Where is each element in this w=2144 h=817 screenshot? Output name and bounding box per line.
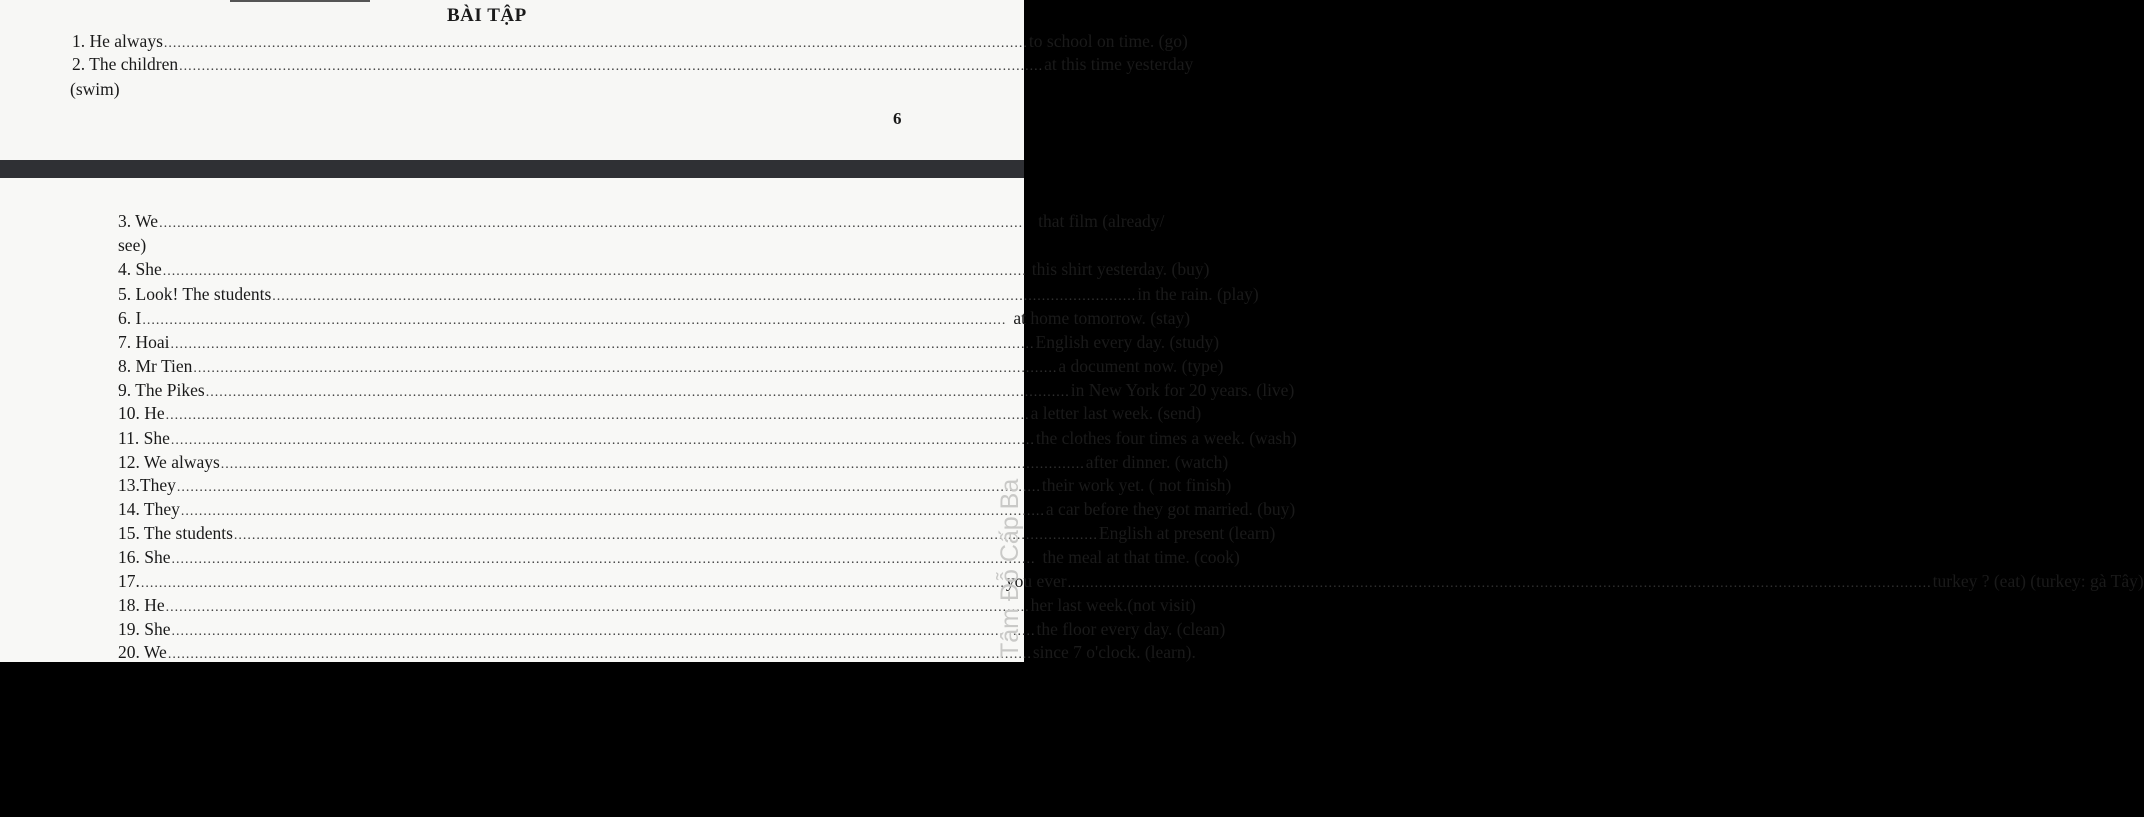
exercise-hint: to school on time. (go)	[1028, 31, 1188, 51]
answer-blank: ................................................................................................................................................................................................	[179, 59, 1044, 74]
exercise-line-12	[118, 451, 1229, 476]
answer-blank: ................................................................................................................................................................................................	[220, 457, 1085, 472]
exercise-prompt: 13.They	[118, 475, 176, 495]
exercise-hint: the clothes four times a week. (wash)	[1035, 428, 1297, 448]
watermark	[992, 418, 1032, 668]
exercise-line-1	[72, 30, 1188, 55]
exercise-hint: since 7 o'clock. (learn).	[1032, 642, 1196, 662]
answer-blank: ................................................................................................................................................................................................	[162, 264, 1027, 279]
exercise-hint: at home tomorrow. (stay)	[1013, 308, 1191, 328]
exercise-hint: a letter last week. (send)	[1030, 403, 1202, 423]
exercise-prompt: 4. She	[118, 259, 162, 279]
answer-blank: ................................................................................................................................................................................................	[165, 600, 1030, 615]
exercise-hint: English at present (learn)	[1098, 523, 1276, 543]
answer-blank: ................................................................................................................................................................................................	[171, 552, 1036, 567]
answer-blank: ................................................................................................................................................................................................	[159, 216, 1024, 231]
exercise-prompt: 12. We always	[118, 452, 220, 472]
exercise-line-3	[118, 210, 1165, 235]
answer-blank: ................................................................................................................................................................................................	[165, 408, 1030, 423]
exercise-line-13	[118, 474, 1232, 499]
exercise-continuation: see)	[118, 235, 147, 255]
exercise-prompt-middle: you ever	[1005, 571, 1067, 591]
answer-blank: ................................................................................................................................................................................................	[163, 36, 1028, 51]
answer-blank: ................................................................................................................................................................................................	[142, 313, 1007, 328]
exercise-line-14	[118, 498, 1296, 523]
exercise-prompt: 17.	[118, 571, 140, 591]
answer-blank: ................................................................................................................................................................................................	[170, 433, 1035, 448]
answer-blank: ................................................................................................................................................................................................	[176, 480, 1041, 495]
exercise-hint: in New York for 20 years. (live)	[1070, 380, 1295, 400]
exercise-prompt: 18. He	[118, 595, 165, 615]
exercise-line-6	[118, 307, 1191, 332]
exercise-prompt: 3. We	[118, 211, 159, 231]
exercise-prompt: 7. Hoai	[118, 332, 170, 352]
exercise-prompt: 1. He always	[72, 31, 163, 51]
exercise-prompt: 2. The children	[72, 54, 179, 74]
page-title: BÀI TẬP	[447, 5, 527, 26]
exercise-line-18	[118, 594, 1196, 619]
answer-blank: ................................................................................................................................................................................................	[193, 361, 1058, 376]
exercise-line-7	[118, 331, 1220, 356]
exercise-hint: a car before they got married. (buy)	[1045, 499, 1296, 519]
exercise-prompt: 19. She	[118, 619, 171, 639]
exercise-hint: after dinner. (watch)	[1085, 452, 1229, 472]
exercise-hint: that film (already/	[1038, 211, 1165, 231]
worksheet-page-top	[0, 0, 1194, 160]
exercise-hint: in the rain. (play)	[1137, 284, 1259, 304]
answer-blank: ................................................................................................................................................................................................	[1067, 576, 1932, 591]
blank-black-area	[0, 662, 1024, 817]
page-divider-band	[0, 160, 1024, 178]
exercise-line-4	[118, 258, 1210, 283]
top-rule	[230, 0, 370, 2]
exercise-prompt: 11. She	[118, 428, 170, 448]
exercise-line-15	[118, 522, 1276, 547]
exercise-line-11	[118, 427, 1297, 452]
exercise-hint: her last week.(not visit)	[1030, 595, 1196, 615]
exercise-prompt: 14. They	[118, 499, 180, 519]
exercise-hint: their work yet. ( not finish)	[1041, 475, 1232, 495]
exercise-prompt: 5. Look! The students	[118, 284, 272, 304]
exercise-line-19	[118, 618, 1226, 643]
exercise-hint: a document now. (type)	[1058, 356, 1224, 376]
worksheet-page-bottom	[0, 178, 2144, 662]
exercise-hint: the meal at that time. (cook)	[1042, 547, 1240, 567]
exercise-prompt: 10. He	[118, 403, 165, 423]
answer-blank: ................................................................................................................................................................................................	[272, 289, 1137, 304]
exercise-line-5	[118, 283, 1259, 308]
answer-blank: ................................................................................................................................................................................................	[167, 647, 1032, 662]
exercise-line-17	[118, 570, 2144, 595]
exercise-hint: this shirt yesterday. (buy)	[1031, 259, 1210, 279]
exercise-prompt: 8. Mr Tien	[118, 356, 193, 376]
answer-blank: ................................................................................................................................................................................................	[205, 385, 1070, 400]
answer-blank: ................................................................................................................................................................................................	[180, 504, 1045, 519]
answer-blank: ................................................................................................................................................................................................	[170, 337, 1035, 352]
watermark-text: Tâm Đỗ Cấp Ba	[996, 478, 1024, 658]
exercise-hint: the floor every day. (clean)	[1036, 619, 1226, 639]
exercise-line-2	[72, 53, 1194, 78]
answer-blank: ................................................................................................................................................................................................	[233, 528, 1098, 543]
exercise-line-10	[118, 402, 1202, 427]
exercise-prompt: 6. I	[118, 308, 142, 328]
exercise-hint: at this time yesterday	[1044, 54, 1194, 74]
exercise-prompt: 20. We	[118, 642, 167, 662]
exercise-hint: turkey ? (eat) (turkey: gà Tây)	[1932, 571, 2144, 591]
answer-blank: ................................................................................................................................................................................................	[140, 576, 1005, 591]
exercise-line-8	[118, 355, 1224, 380]
exercise-prompt: 9. The Pikes	[118, 380, 205, 400]
page-number: 6	[893, 109, 902, 128]
exercise-hint: English every day. (study)	[1035, 332, 1220, 352]
exercise-continuation: (swim)	[70, 79, 120, 99]
exercise-prompt: 16. She	[118, 547, 171, 567]
answer-blank: ................................................................................................................................................................................................	[171, 624, 1036, 639]
exercise-line-9	[118, 379, 1295, 404]
exercise-line-16	[118, 546, 1240, 571]
exercise-prompt: 15. The students	[118, 523, 233, 543]
